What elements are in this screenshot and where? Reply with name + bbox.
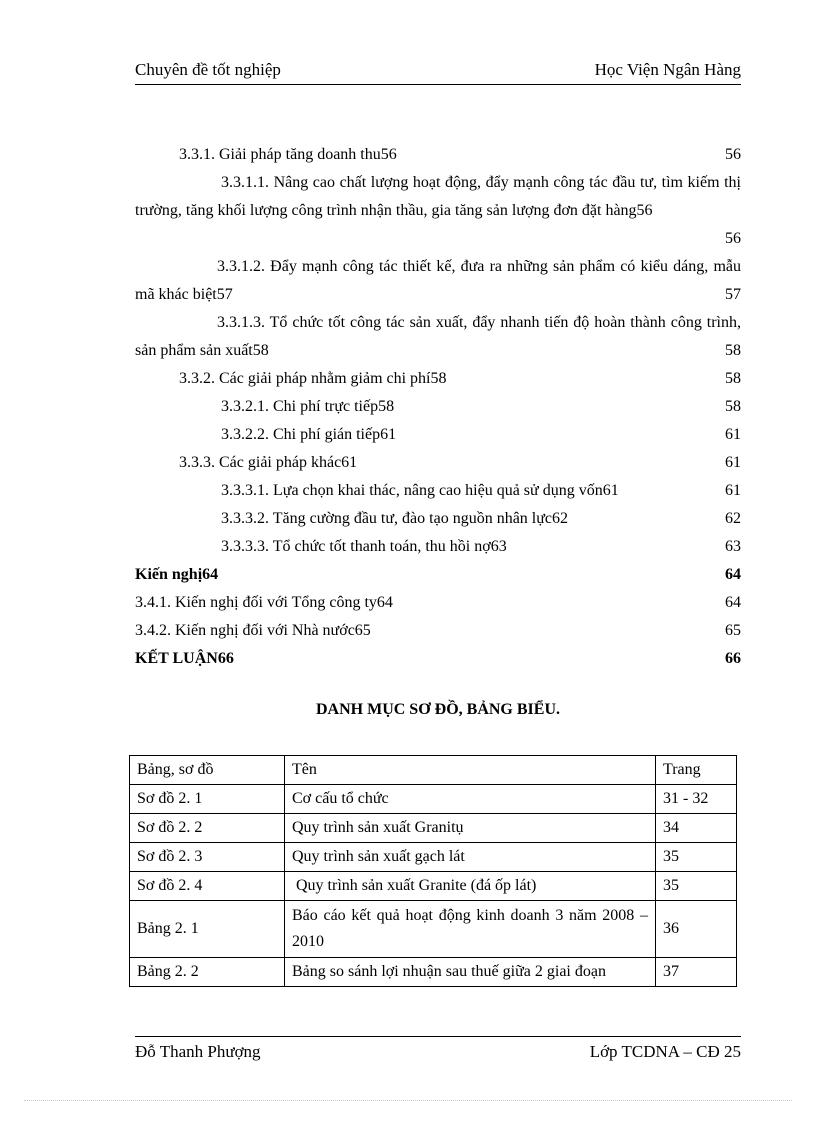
table-cell: 35: [656, 843, 737, 872]
table-cell: 34: [656, 814, 737, 843]
table-cell: Sơ đồ 2. 3: [130, 843, 285, 872]
table-cell: Sơ đồ 2. 2: [130, 814, 285, 843]
toc-item[interactable]: 3.3.1.3. Tổ chức tốt công tác sản xuất, đẩy nhanh tiến độ hoàn thành công trình, sản phẩm sản xuất58 58: [135, 314, 741, 359]
toc-item[interactable]: 3.3.2. Các giải pháp nhằm giảm chi phí58 58: [179, 370, 741, 387]
list-title: DANH MỤC SƠ ĐỒ, BẢNG BIỂU.: [315, 701, 560, 718]
toc-item[interactable]: 3.3.1.1. Nâng cao chất lượng hoạt động, đẩy mạnh công tác đầu tư, tìm kiếm thị trường, tăng khối lượng công trình nhận thầu, gia tăng sản lượng đơn đặt hàng56 56: [135, 174, 741, 247]
table-row: [130, 872, 737, 901]
table-row: [130, 814, 737, 843]
toc-item[interactable]: Kiến nghị64 64: [135, 566, 741, 583]
toc-item[interactable]: 3.3.3.2. Tăng cường đầu tư, đào tạo nguồn nhân lực62 62: [221, 510, 741, 527]
column-header: Tên: [285, 756, 656, 785]
page-edge-divider: [24, 1100, 792, 1101]
table-cell: 36: [656, 901, 737, 958]
page-footer: [135, 1036, 741, 1063]
table-row: [130, 958, 737, 987]
footer-author: Đỗ Thanh Phượng: [135, 1042, 261, 1061]
table-header-row: [130, 756, 737, 785]
table-of-contents: [135, 141, 741, 673]
page-header: [135, 58, 741, 85]
table-row: [130, 785, 737, 814]
table-cell: Sơ đồ 2. 1: [130, 785, 285, 814]
table-cell: Quy trình sản xuất gạch lát: [285, 843, 656, 872]
table-row: [130, 843, 737, 872]
figure-list-table: [129, 755, 737, 987]
footer-class: Lớp TCDNA – CĐ 25: [589, 1042, 741, 1061]
table-cell: Quy trình sản xuất Granitụ: [285, 814, 656, 843]
table-cell: Quy trình sản xuất Granite (đá ốp lát): [285, 872, 656, 901]
table-cell: Bảng 2. 1: [130, 901, 285, 958]
table-cell: 31 - 32: [656, 785, 737, 814]
header-left: Chuyên đề tốt nghiệp: [135, 60, 281, 79]
table-cell: Bảng so sánh lợi nhuận sau thuế giữa 2 giai đoạn: [285, 958, 656, 987]
column-header: Trang: [656, 756, 737, 785]
toc-item[interactable]: KẾT LUẬN66 66: [135, 650, 741, 667]
header-right: Học Viện Ngân Hàng: [594, 60, 741, 79]
table-row: [130, 901, 737, 958]
table-cell: Cơ cấu tổ chức: [285, 785, 656, 814]
table-cell: Sơ đồ 2. 4: [130, 872, 285, 901]
toc-item[interactable]: 3.3.3.3. Tổ chức tốt thanh toán, thu hồi nợ63 63: [221, 538, 741, 555]
table-cell: 37: [656, 958, 737, 987]
toc-item[interactable]: 3.3.3. Các giải pháp khác61 61: [179, 454, 741, 471]
toc-item[interactable]: 3.3.1. Giải pháp tăng doanh thu56 56: [179, 146, 741, 163]
table-cell: Bảng 2. 2: [130, 958, 285, 987]
toc-item[interactable]: 3.3.2.1. Chi phí trực tiếp58 58: [221, 398, 741, 415]
toc-item[interactable]: 3.4.2. Kiến nghị đối với Nhà nước65 65: [135, 622, 741, 639]
toc-item[interactable]: 3.3.2.2. Chi phí gián tiếp61 61: [221, 426, 741, 443]
column-header: Bảng, sơ đồ: [130, 756, 285, 785]
table-cell: 35: [656, 872, 737, 901]
table-cell: Báo cáo kết quả hoạt động kinh doanh 3 năm 2008 – 2010: [285, 901, 656, 958]
toc-item[interactable]: 3.4.1. Kiến nghị đối với Tổng công ty64 64: [135, 594, 741, 611]
toc-item[interactable]: 3.3.1.2. Đẩy mạnh công tác thiết kế, đưa ra những sản phẩm có kiểu dáng, mẫu mã khác biệt57 57: [135, 258, 741, 303]
toc-item[interactable]: 3.3.3.1. Lựa chọn khai thác, nâng cao hiệu quả sử dụng vốn61 61: [221, 482, 741, 499]
